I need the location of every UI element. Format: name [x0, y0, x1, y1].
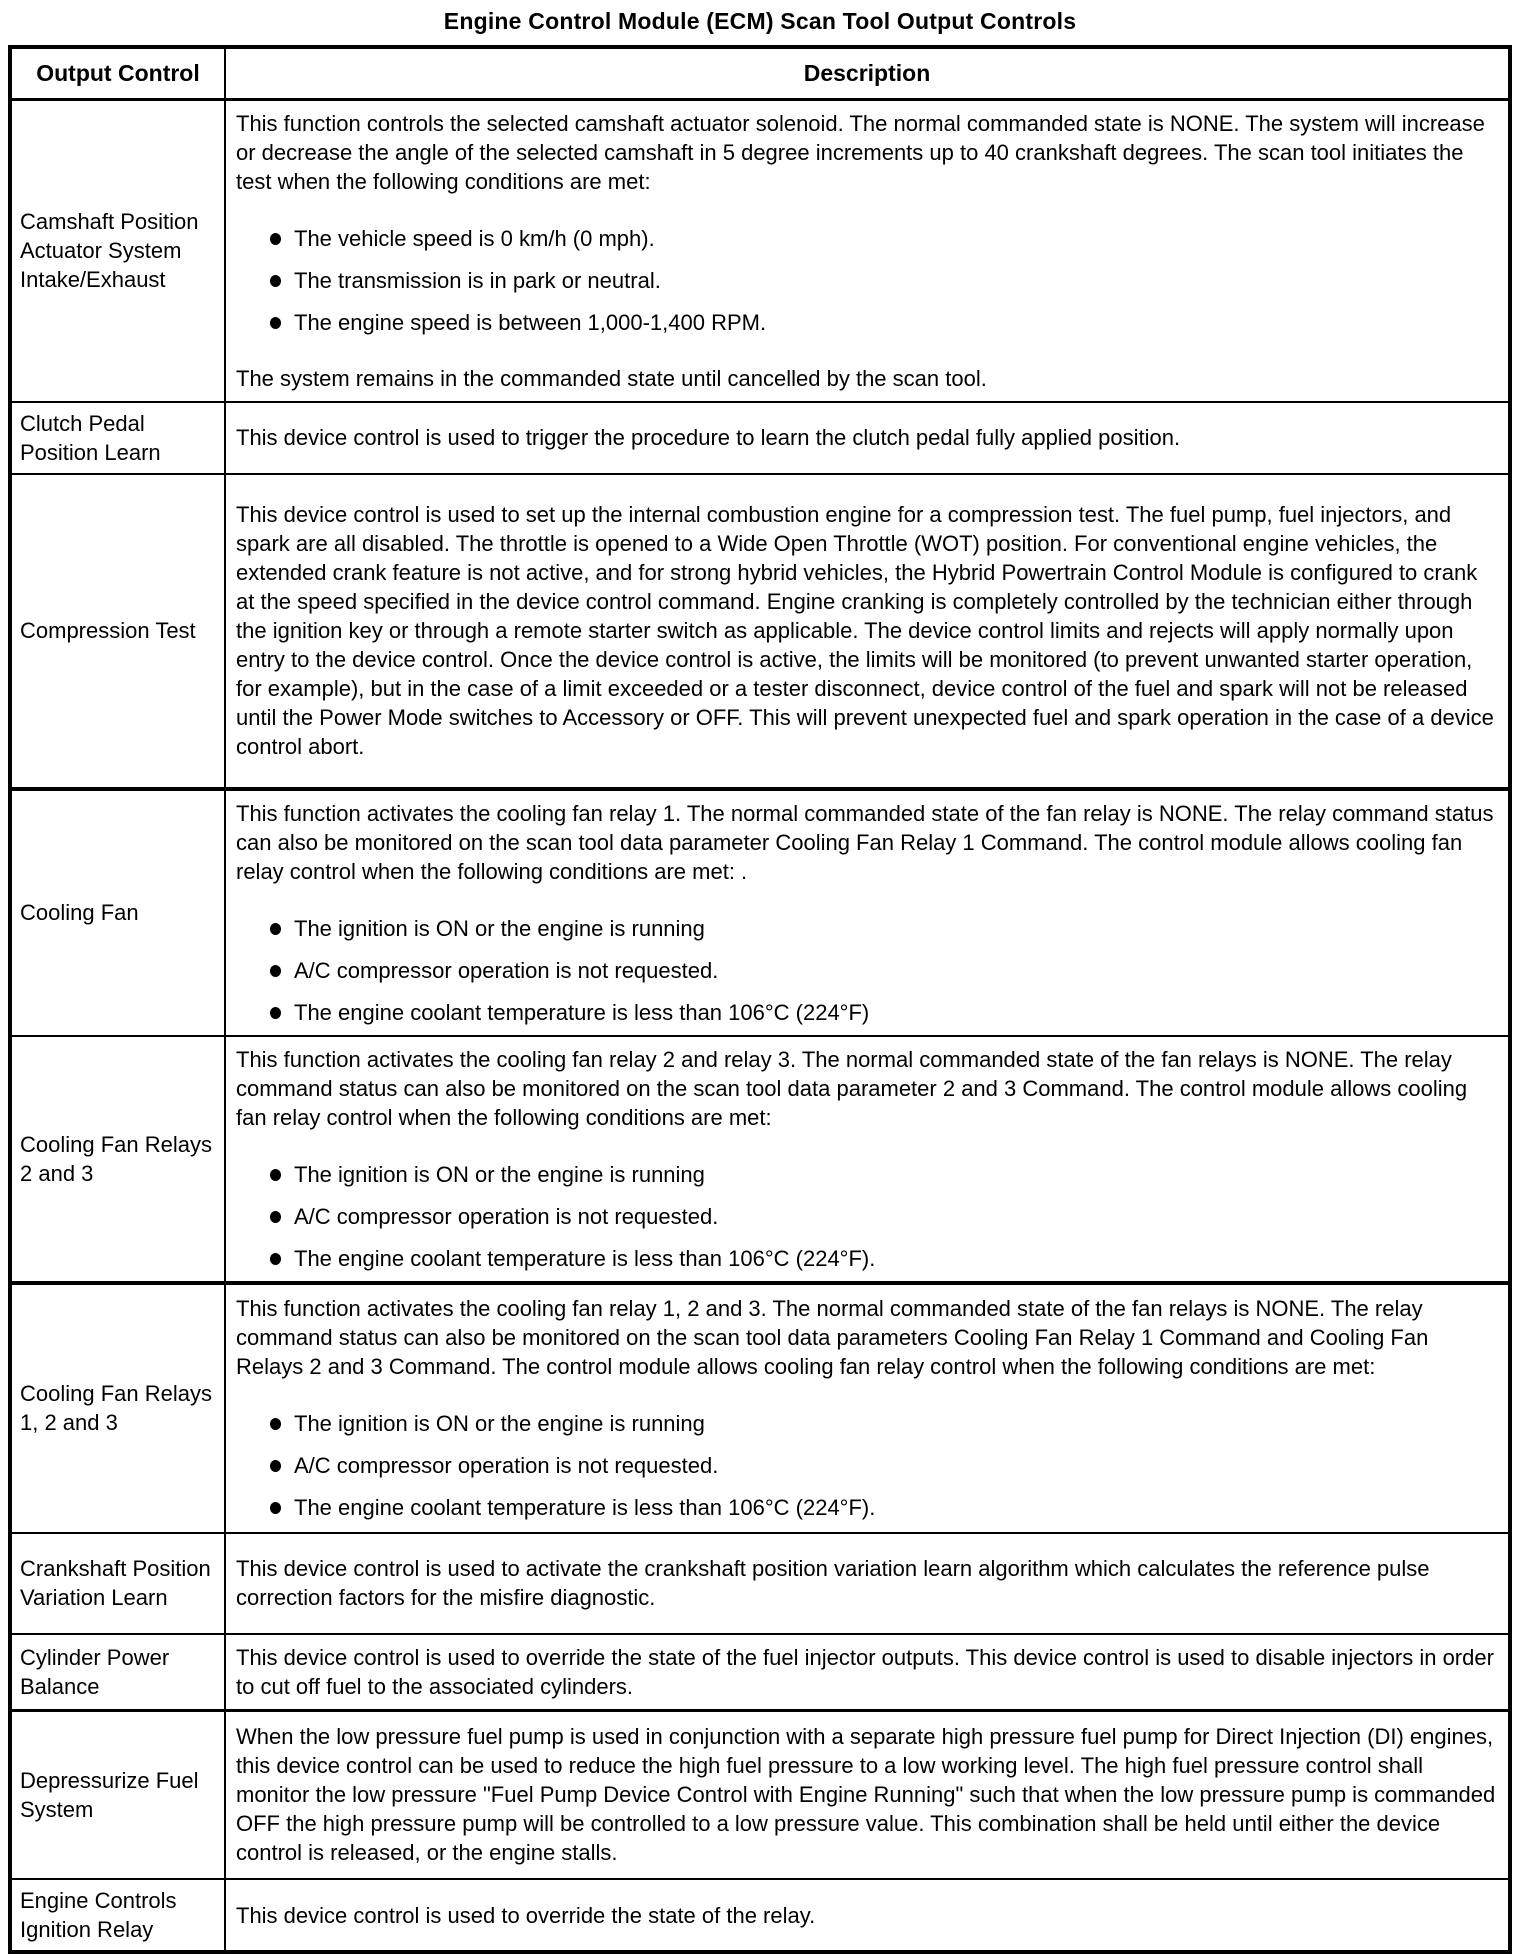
- table-row: [10, 402, 1510, 474]
- table-row: [10, 1036, 1510, 1283]
- row-description: [225, 402, 1510, 474]
- bullet-item: The engine coolant temperature is less than 106°C (224°F).: [270, 1493, 1496, 1522]
- page-title: Engine Control Module (ECM) Scan Tool Output Controls: [443, 8, 1077, 34]
- row-description: [225, 474, 1510, 789]
- row-description: [225, 1634, 1510, 1711]
- col-header-description: Description: [225, 47, 1510, 99]
- description-intro: When the low pressure fuel pump is used in conjunction with a separate high pressure fuel pump for Direct Injection (DI) engines, this device control can be used to reduce the high fuel pressure to a low working level. The high fuel pressure control shall monitor the low pressure "Fuel Pump Device Control with Engine Running" such that when the low pressure pump is commanded OFF the high pressure pump will be controlled to a low pressure value. This combination shall be held until either the device control is released, or the engine stalls.: [236, 1724, 1496, 1866]
- table-row: [10, 474, 1510, 789]
- description-intro: This function activates the cooling fan relay 1, 2 and 3. The normal commanded state of the fan relays is NONE. The relay command status can also be monitored on the scan tool data parameters Cooling Fan Relay 1 Command and Cooling Fan Relays 2 and 3 Command. The control module allows cooling fan relay control when the following conditions are met:: [236, 1296, 1429, 1379]
- description-intro: This function activates the cooling fan relay 2 and relay 3. The normal commanded state of the fan relays is NONE. The relay command status can also be monitored on the scan tool data parameter 2 and 3 Command. The control module allows cooling fan relay control when the following conditions are met:: [236, 1046, 1468, 1130]
- bullet-item: The engine speed is between 1,000-1,400 RPM.: [270, 308, 1496, 337]
- bullet-list: [236, 914, 1496, 1027]
- table-row: [10, 1879, 1510, 1952]
- row-description: [225, 1879, 1510, 1952]
- description-intro: This device control is used to trigger the procedure to learn the clutch pedal fully applied position.: [236, 425, 1181, 450]
- table-row: [10, 1710, 1510, 1879]
- table-header-row: [10, 47, 1510, 99]
- row-label-cylinder-power-balance: Cylinder Power Balance: [10, 1634, 225, 1711]
- bullet-item: A/C compressor operation is not requested.: [270, 1202, 1496, 1231]
- bullet-item: The ignition is ON or the engine is running: [270, 1160, 1496, 1189]
- row-label-cooling-fan: Cooling Fan: [10, 789, 225, 1036]
- row-description: [225, 1036, 1510, 1283]
- bullet-item: A/C compressor operation is not requested.: [270, 1451, 1496, 1480]
- bullet-item: The vehicle speed is 0 km/h (0 mph).: [270, 224, 1496, 253]
- bullet-item: The engine coolant temperature is less than 106°C (224°F).: [270, 1244, 1496, 1273]
- row-description: [225, 99, 1510, 402]
- table-row: [10, 789, 1510, 1036]
- row-description: [225, 1283, 1510, 1533]
- bullet-item: The engine coolant temperature is less than 106°C (224°F): [270, 998, 1496, 1027]
- table-row: [10, 1533, 1510, 1634]
- row-label-cooling-fan-relays-2-3: Cooling Fan Relays 2 and 3: [10, 1036, 225, 1283]
- row-label-engine-controls-ignition-relay: Engine Controls Ignition Relay: [10, 1879, 225, 1952]
- description-outro: The system remains in the commanded state until cancelled by the scan tool.: [236, 365, 987, 391]
- description-intro: This function controls the selected camshaft actuator solenoid. The normal commanded state is NONE. The system will increase or decrease the angle of the selected camshaft in 5 degree increments up to 40 crankshaft degrees. The scan tool initiates the test when the following conditions are met:: [236, 110, 1485, 194]
- description-intro: This device control is used to override the state of the fuel injector outputs. This device control is used to disable injectors in order to cut off fuel to the associated cylinders.: [236, 1644, 1494, 1699]
- description-intro: This device control is used to set up the internal combustion engine for a compression test. The fuel pump, fuel injectors, and spark are all disabled. The throttle is opened to a Wide Open Throttle (WOT) position. For conventional engine vehicles, the extended crank feature is not active, and for strong hybrid vehicles, the Hybrid Powertrain Control Module is configured to crank at the speed specified in the device control command. Engine cranking is completely controlled by the technician either through the ignition key or through a remote starter switch as applicable. The device control limits and rejects will apply normally upon entry to the device control. Once the device control is active, the limits will be monitored (to prevent unwanted starter operation, for example), but in the case of a limit exceeded or a tester disconnect, device control of the fuel and spark will not be released until the Power Mode switches to Accessory or OFF. This will prevent unexpected fuel and spark operation in the case of a device control abort.: [236, 502, 1494, 759]
- bullet-item: The transmission is in park or neutral.: [270, 266, 1496, 295]
- bullet-list: [236, 1160, 1496, 1273]
- row-label-depressurize-fuel-system: Depressurize Fuel System: [10, 1710, 225, 1879]
- row-label-clutch-pedal-position-learn: Clutch Pedal Position Learn: [10, 402, 225, 474]
- row-label-crankshaft-position-variation-learn: Crankshaft Position Variation Learn: [10, 1533, 225, 1634]
- row-description: [225, 1533, 1510, 1634]
- description-intro: This function activates the cooling fan relay 1. The normal commanded state of the fan relay is NONE. The relay command status can also be monitored on the scan tool data parameter Cooling Fan Relay 1 Command. The control module allows cooling fan relay control when the following conditions are met: .: [236, 800, 1494, 884]
- table-row: [10, 1283, 1510, 1533]
- bullet-item: The ignition is ON or the engine is running: [270, 1409, 1496, 1438]
- row-description: [225, 789, 1510, 1036]
- table-row: [10, 99, 1510, 402]
- col-header-output-control: Output Control: [10, 47, 225, 99]
- description-intro: This device control is used to activate the crankshaft position variation learn algorithm which calculates the reference pulse correction factors for the misfire diagnostic.: [236, 1556, 1430, 1610]
- row-label-compression-test: Compression Test: [10, 474, 225, 789]
- bullet-item: The ignition is ON or the engine is running: [270, 914, 1496, 943]
- row-description: [225, 1710, 1510, 1879]
- table-row: [10, 1634, 1510, 1711]
- row-label-cooling-fan-relays-1-2-3: Cooling Fan Relays 1, 2 and 3: [10, 1283, 225, 1533]
- description-intro: This device control is used to override the state of the relay.: [236, 1902, 816, 1928]
- bullet-item: A/C compressor operation is not requested.: [270, 956, 1496, 985]
- bullet-list: [236, 1409, 1496, 1522]
- ecm-output-controls-table: [8, 45, 1512, 1954]
- bullet-list: [236, 224, 1496, 337]
- row-label-camshaft-position-actuator: Camshaft Position Actuator System Intake/Exhaust: [10, 99, 225, 402]
